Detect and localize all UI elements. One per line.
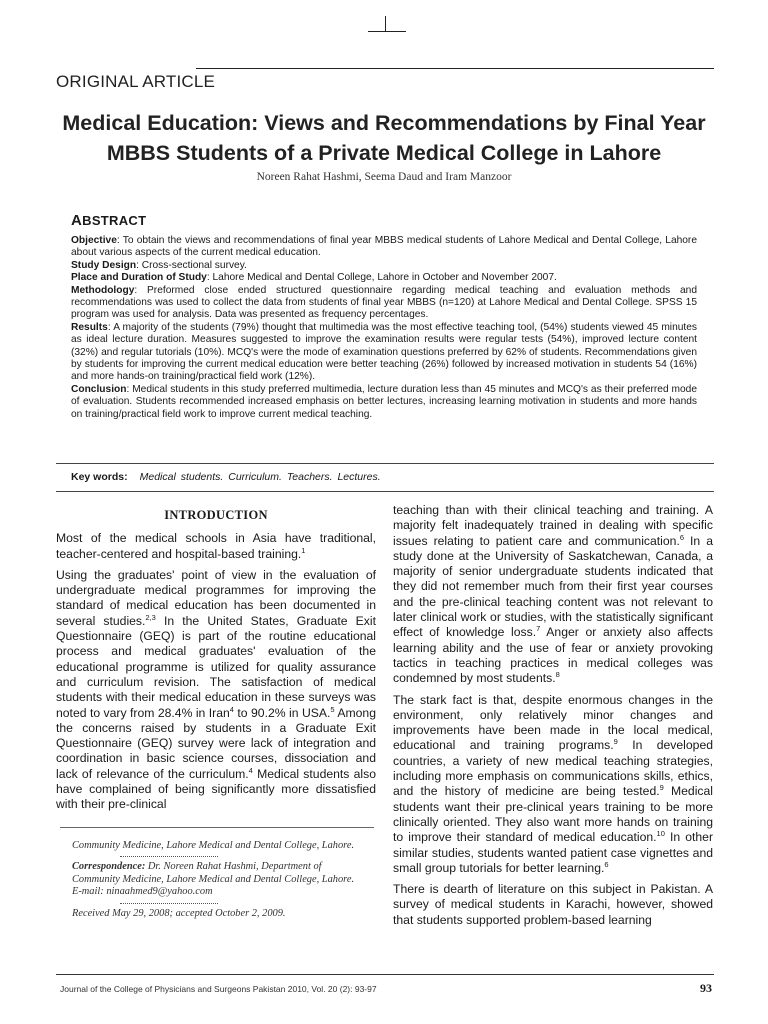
right-p1-text-a: teaching than with their clinical teaching and training. A majority felt inadequately trained in dealing with specific issues relating to patient care and communication. xyxy=(393,503,713,548)
right-paragraph-3: There is dearth of literature on this subject in Pakistan. A survey of medical students in Karachi, however, showed that students supported problem-based learning xyxy=(393,882,713,927)
right-p2-text-a: The stark fact is that, despite enormous changes in the environment, only relatively minor changes and improvements have been made in the local medical, educational and training programs. xyxy=(393,692,713,753)
citation: 6 xyxy=(604,859,609,869)
introduction-heading: INTRODUCTION xyxy=(164,508,268,522)
abstract-place xyxy=(71,272,697,284)
affiliation-dept: Community Medicine, Lahore Medical and Dental College, Lahore. xyxy=(72,840,355,851)
citation: 6 xyxy=(679,532,684,542)
correspondence-label: Correspondence: xyxy=(72,861,146,873)
right-p2-text-c: Medical students want their pre-clinical years training to be more clinically oriented. They also want more hands on training to improve their standard of medical education. xyxy=(393,784,713,845)
abstract-results xyxy=(71,322,697,384)
keywords xyxy=(71,471,381,483)
footer-journal: Journal of the College of Physicians and Surgeons Pakistan 2010, Vol. 20 (2): 93-97 xyxy=(60,984,377,994)
citation: 9 xyxy=(659,783,664,793)
right-paragraph-2 xyxy=(393,693,713,877)
footer-rule xyxy=(56,974,714,975)
top-rule xyxy=(196,68,714,69)
email: E-mail: ninaahmed9@yahoo.com xyxy=(72,886,213,898)
citation: 8 xyxy=(555,670,560,680)
keywords-rule-bottom xyxy=(56,491,714,492)
title-line-1: Medical Education: Views and Recommendations by Final Year xyxy=(62,111,706,135)
design-label: Study Design xyxy=(71,259,137,271)
place-label: Place and Duration of Study xyxy=(71,272,207,284)
page-number: 93 xyxy=(700,981,712,995)
received-dates: Received May 29, 2008; accepted October 2, 2009. xyxy=(72,907,286,919)
affiliation-rule xyxy=(60,827,374,828)
authors: Noreen Rahat Hashmi, Seema Daud and Iram Manzoor xyxy=(256,171,512,183)
intro-p2-text-b: In the United States, Graduate Exit Questionnaire (GEQ) is part of the routine educational process and medical graduates' evaluation of the educational programme is utilized for quality assurance and curriculum revision. The satisfaction of medical students with their medical education in these surveys was noted to vary from 28.4% in Iran xyxy=(56,613,376,720)
abstract-design xyxy=(71,260,697,272)
crop-mark xyxy=(368,31,406,32)
keywords-label: Key words: xyxy=(71,471,128,483)
intro-p2-text-e: Medical students also have complained of being significantly more dissatisfied with their pre-clinical xyxy=(56,766,376,812)
citation: 1 xyxy=(301,545,306,555)
right-p1-text-b: In a study done at the University of Saskatchewan, Canada, a majority of senior undergraduate students indicated that they did not remember much from their first year courses and the pre-clinical teaching content was not relevant to later clinical work or studies, with the statistically significant effect of knowledge loss. xyxy=(393,533,713,640)
left-column xyxy=(56,508,376,819)
abstract-methodology xyxy=(71,285,697,322)
title-line-2: MBBS Students of a Private Medical College in Lahore xyxy=(106,141,662,165)
crop-mark-vertical xyxy=(385,16,386,32)
abstract-conclusion xyxy=(71,384,697,421)
affiliation-box xyxy=(72,840,372,920)
dotted-separator xyxy=(120,903,218,904)
results-text: : A majority of the students (79%) thought that multimedia was the most effective teaching tool, (54%) students viewed 45 minutes as ideal lecture duration. Measures suggested to improve the examination results were regular tests (54%), improved lecture content (32%) and regular tutorials (10%). MCQ's were the mode of examination questions preferred by 62% of students. Recommendations given by students for improving the current medical education were better teaching (26%) followed by increased motivation in students 54 (16%) and more hands-on training/practical field work (12%). xyxy=(71,321,697,383)
intro-paragraph-1 xyxy=(56,531,376,562)
keywords-rule-top xyxy=(56,463,714,464)
abstract-heading xyxy=(71,212,146,229)
abstract-heading-rest: BSTRACT xyxy=(82,213,147,228)
citation: 7 xyxy=(536,624,541,634)
correspondence-text: Dr. Noreen Rahat Hashmi, Department of Community Medicine, Lahore Medical and Dental College, Lahore. xyxy=(72,861,355,885)
citation: 4 xyxy=(229,704,234,714)
citation: 2,3 xyxy=(145,612,156,622)
objective-text: : To obtain the views and recommendations of final year MBBS medical students of Lahore Medical and Dental College, Lahore about various aspects of the current medical education. xyxy=(71,235,697,259)
methodology-label: Methodology xyxy=(71,284,135,296)
citation: 9 xyxy=(613,737,618,747)
dotted-separator xyxy=(120,856,218,857)
right-paragraph-1 xyxy=(393,503,713,687)
intro-p2-text-c: to 90.2% in USA. xyxy=(233,705,331,720)
right-p2-text-b: In developed countries, a variety of new medical teaching strategies, including more emphasis on communications skills, ethics, and the history of medicine are being tested. xyxy=(393,738,714,799)
objective-label: Objective xyxy=(71,235,117,246)
place-text: : Lahore Medical and Dental College, Lahore in October and November 2007. xyxy=(206,272,557,284)
intro-p1-text: Most of the medical schools in Asia have traditional, teacher-centered and hospital-based training. xyxy=(56,531,376,561)
intro-p2-text-d: Among the concerns raised by students in a Graduate Exit Questionnaire (GEQ) survey were lack of integration and coordination in basic science courses, dissociation and lack of relevance of the curriculum. xyxy=(56,705,376,781)
keywords-list: Medical students. Curriculum. Teachers. Lectures. xyxy=(139,471,381,483)
citation: 4 xyxy=(248,765,253,775)
abstract-objective xyxy=(71,235,697,260)
right-p1-text-c: Anger or anxiety also affects learning ability and the use of fear or anxiety provoking tactics in teaching practices in medical colleges was condemned by most students. xyxy=(393,625,713,686)
article-title xyxy=(40,108,728,168)
right-column xyxy=(393,503,713,934)
intro-p2-text-a: Using the graduates' point of view in the evaluation of undergraduate medical programmes for improving the standard of medical education has been documented in several studies. xyxy=(56,567,376,628)
section-label: ORIGINAL ARTICLE xyxy=(56,72,216,91)
methodology-text: : Preformed close ended structured questionnaire regarding medical teaching and evaluation methods and recommendations was used to collect the data from students of final year MBBS (n=120) at Lahore Medical and Dental College. SPSS 15 program was used for analysis. Data was presented as frequency percentages. xyxy=(71,284,697,321)
abstract-body xyxy=(71,235,697,421)
abstract-heading-initial: A xyxy=(71,212,83,229)
results-label: Results xyxy=(71,321,108,333)
citation: 5 xyxy=(330,704,335,714)
citation: 10 xyxy=(656,829,665,839)
intro-paragraph-2 xyxy=(56,568,376,813)
conclusion-label: Conclusion xyxy=(71,383,127,395)
right-p2-text-d: In other similar studies, students wanted patient case vignettes and small group tutorials for better learning. xyxy=(393,830,713,875)
conclusion-text: : Medical students in this study preferred multimedia, lecture duration less than 45 minutes and MCQ's as their preferred mode of evaluation. Students recommended increased emphasis on better lectures, increasing learning motivation in students and more hands on training/practical field work to improve current medical teaching. xyxy=(71,383,697,420)
correspondence xyxy=(72,861,372,886)
design-text: : Cross-sectional survey. xyxy=(136,259,247,271)
